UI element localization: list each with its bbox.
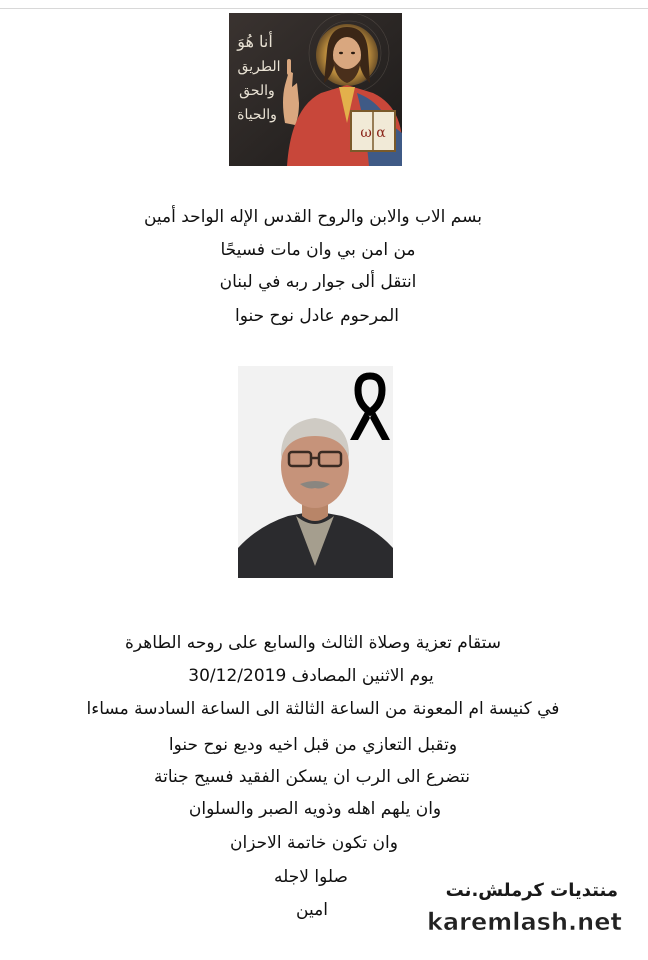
prayer-line-2: من امن بي وان مات فسيحًا	[220, 240, 416, 260]
christ-icon-image	[229, 13, 402, 166]
icon-text-line-3: والحق	[239, 83, 275, 99]
announcement-line-1: ستقام تعزية وصلاة الثالث والسابع على روحه الطاهرة	[125, 633, 501, 653]
announcement-line-5: نتضرع الى الرب ان يسكن الفقيد فسيح جناتة	[154, 767, 470, 787]
icon-text-line-2: الطريق	[237, 59, 281, 75]
watermark-latin: karemlash.net	[426, 908, 622, 936]
top-divider	[0, 8, 648, 9]
announcement-line-4: وتقبل التعازي من قبل اخيه وديع نوح حنوا	[168, 735, 458, 755]
watermark-arabic: منتديات كرملش.نت	[445, 880, 618, 901]
prayer-line-1: بسم الاب والابن والروح القدس الإله الواحد أمين	[143, 207, 483, 227]
announcement-line-6: وان يلهم اهله وذويه الصبر والسلوان	[188, 799, 442, 819]
portrait-photo	[238, 366, 393, 578]
icon-text-line-1: أنا هُوَ	[237, 32, 273, 51]
deceased-name: المرحوم عادل نوح حنوا	[234, 306, 399, 326]
announcement-amen: امين	[296, 900, 328, 920]
announcement-line-3: في كنيسة ام المعونة من الساعة الثالثة الى الساعة السادسة مساءا	[86, 699, 560, 719]
prayer-line-3: انتقل ألى جوار ربه في لبنان	[219, 272, 417, 292]
portrait-illustration	[238, 366, 393, 578]
announcement-line-8: صلوا لاجله	[274, 867, 348, 887]
christ-icon-illustration	[229, 13, 402, 166]
announcement-date-line: يوم الاثنين المصادف 30/12/2019	[188, 666, 434, 686]
announcement-line-7: وان تكون خاتمة الاحزان	[230, 833, 398, 853]
icon-text-line-4: والحياة	[237, 107, 277, 123]
book-text: ω α	[360, 125, 386, 141]
